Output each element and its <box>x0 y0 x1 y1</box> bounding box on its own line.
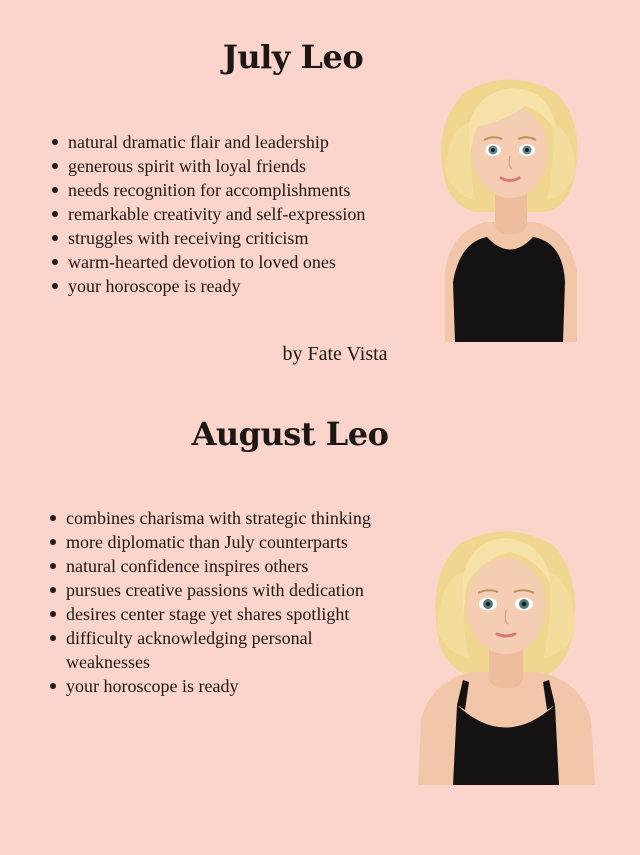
august-leo-portrait-image <box>413 520 598 785</box>
list-item: combines charisma with strategic thinking <box>48 506 371 530</box>
list-item: your horoscope is ready <box>48 674 371 698</box>
byline: by Fate Vista <box>282 343 388 365</box>
list-item: struggles with receiving criticism <box>50 226 365 250</box>
list-item: natural dramatic flair and leadership <box>50 130 365 154</box>
july-leo-traits-list <box>50 130 365 298</box>
list-item: warm-hearted devotion to loved ones <box>50 250 365 274</box>
list-item: generous spirit with loyal friends <box>50 154 365 178</box>
august-leo-title: August Leo <box>191 415 389 453</box>
list-item: more diplomatic than July counterparts <box>48 530 371 554</box>
list-item: natural confidence inspires others <box>48 554 371 578</box>
list-item: your horoscope is ready <box>50 274 365 298</box>
list-item: desires center stage yet shares spotlight <box>48 602 371 626</box>
list-item: needs recognition for accomplishments <box>50 178 365 202</box>
list-item: pursues creative passions with dedication <box>48 578 371 602</box>
july-leo-title: July Leo <box>222 38 364 76</box>
august-leo-traits-list <box>48 506 371 698</box>
july-leo-portrait-image <box>425 72 595 342</box>
list-item: remarkable creativity and self-expression <box>50 202 365 226</box>
list-item: difficulty acknowledging personal weaknesses <box>48 626 356 674</box>
